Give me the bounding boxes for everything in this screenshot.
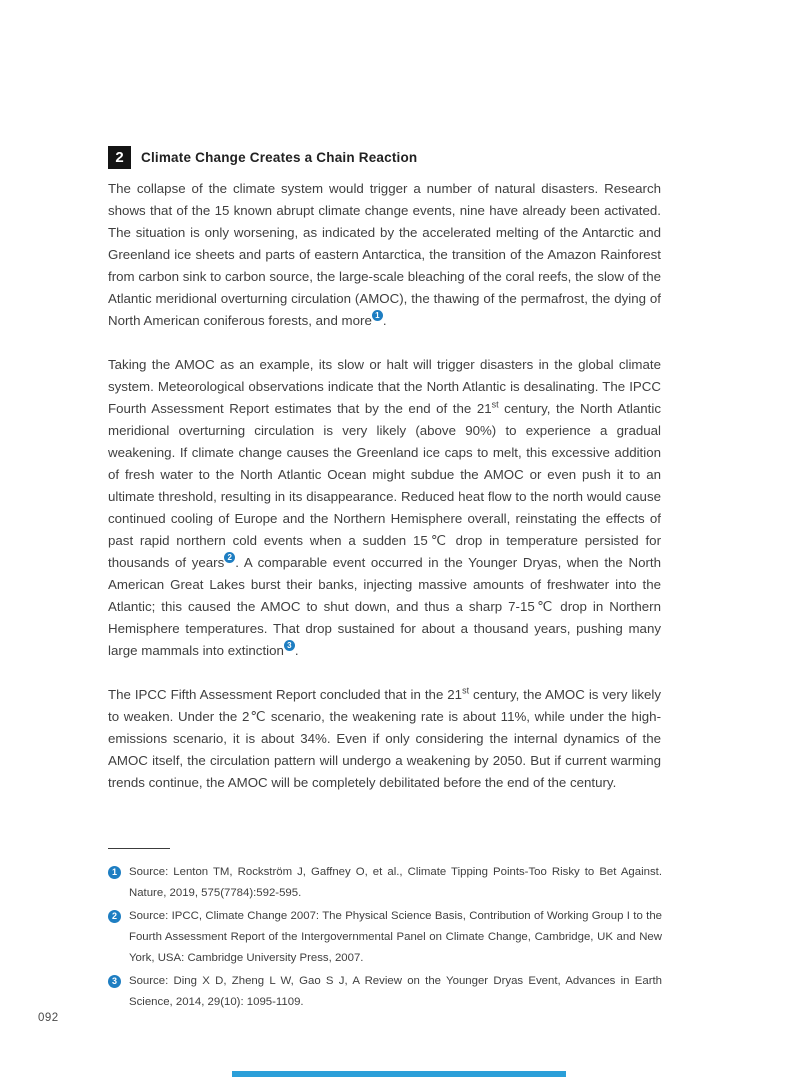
paragraph-1 bbox=[108, 178, 661, 332]
footnote-ref-3: 3 bbox=[284, 640, 295, 651]
section-number-badge: 2 bbox=[108, 146, 131, 169]
footnote-1 bbox=[108, 862, 662, 904]
footnote-2-text: Source: IPCC, Climate Change 2007: The Physical Science Basis, Contribution of Working Group I to the Fourth Assessment Report of the Intergovernmental Panel on Climate Change, Cambridge, UK and New York, USA: Cambridge University Press, 2007. bbox=[129, 910, 662, 964]
ordinal-suffix: st bbox=[491, 399, 499, 410]
body-text bbox=[108, 178, 661, 816]
footnote-2-marker: 2 bbox=[108, 910, 121, 923]
paragraph-3-text-b: century, the AMOC is very likely to weaken. Under the 2℃ scenario, the weakening rate is about 11%, while under the high-emissions scenario, it is about 34%. Even if only considering the internal dynamics of the AMOC itself, the circulation pattern will undergo a weakening by 2050. But if current warming trends continue, the AMOC will be completely debilitated before the end of the century. bbox=[108, 687, 661, 790]
paragraph-2-text-b: century, the North Atlantic meridional overturning circulation is very likely (above 90%) to experience a gradual weakening. If climate change causes the Greenland ice caps to melt, this excessive addition of fresh water to the North Atlantic Ocean might subdue the AMOC or even push it to an ultimate threshold, resulting in its disappearance. Reduced heat flow to the north would cause continued cooling of Europe and the Northern Hemisphere overall, reinstating the effects of past rapid northern cold events when a sudden 15℃ drop in temperature persisted for thousands of years bbox=[108, 401, 661, 570]
footnote-3-marker: 3 bbox=[108, 975, 121, 988]
section-header bbox=[108, 146, 417, 169]
paragraph-1-text-end: . bbox=[382, 313, 387, 328]
bottom-accent-bar bbox=[232, 1071, 566, 1077]
section-title: Climate Change Creates a Chain Reaction bbox=[141, 150, 418, 165]
paragraph-3-text-a: The IPCC Fifth Assessment Report concluded that in the 21 bbox=[108, 687, 463, 702]
ordinal-suffix: st bbox=[462, 685, 470, 696]
paragraph-2 bbox=[108, 354, 661, 662]
footnote-1-text: Source: Lenton TM, Rockström J, Gaffney O, et al., Climate Tipping Points-Too Risky to Bet Against. Nature, 2019, 575(7784):592-595. bbox=[129, 866, 662, 899]
paragraph-2-text-end: . bbox=[294, 643, 299, 658]
footnote-3-text: Source: Ding X D, Zheng L W, Gao S J, A Review on the Younger Dryas Event, Advances in Earth Science, 2014, 29(10): 1095-1109. bbox=[129, 975, 662, 1008]
footnote-1-marker: 1 bbox=[108, 866, 121, 879]
paragraph-2-text-c: . A comparable event occurred in the Younger Dryas, when the North American Great Lakes burst their banks, injecting massive amounts of freshwater into the Atlantic; this caused the AMOC to shut down, and thus a sharp 7-15℃ drop in Northern Hemisphere temperatures. That drop sustained for about a thousand years, pushing many large mammals into extinction bbox=[108, 555, 661, 658]
footnote-ref-2: 2 bbox=[224, 552, 235, 563]
paragraph-3 bbox=[108, 684, 661, 794]
footnote-ref-1: 1 bbox=[372, 310, 383, 321]
footnote-2 bbox=[108, 906, 662, 969]
paragraph-2-text-a: Taking the AMOC as an example, its slow or halt will trigger disasters in the global climate system. Meteorological observations indicate that the North Atlantic is desalinating. The IPCC Fourth Assessment Report estimates that by the end of the 21 bbox=[108, 357, 661, 416]
footnote-3 bbox=[108, 971, 662, 1013]
footnote-divider bbox=[108, 848, 170, 849]
footnotes-section bbox=[108, 848, 662, 1015]
paragraph-1-text: The collapse of the climate system would trigger a number of natural disasters. Research shows that of the 15 known abrupt climate change events, nine have already been activated. The situation is only worsening, as indicated by the accelerated melting of the Antarctic and Greenland ice sheets and parts of eastern Antarctica, the transition of the Amazon Rainforest from carbon sink to carbon source, the large-scale bleaching of the coral reefs, the slow of the Atlantic meridional overturning circulation (AMOC), the thawing of the permafrost, the dying of North American coniferous forests, and more bbox=[108, 181, 661, 328]
page-number: 092 bbox=[38, 1012, 59, 1024]
